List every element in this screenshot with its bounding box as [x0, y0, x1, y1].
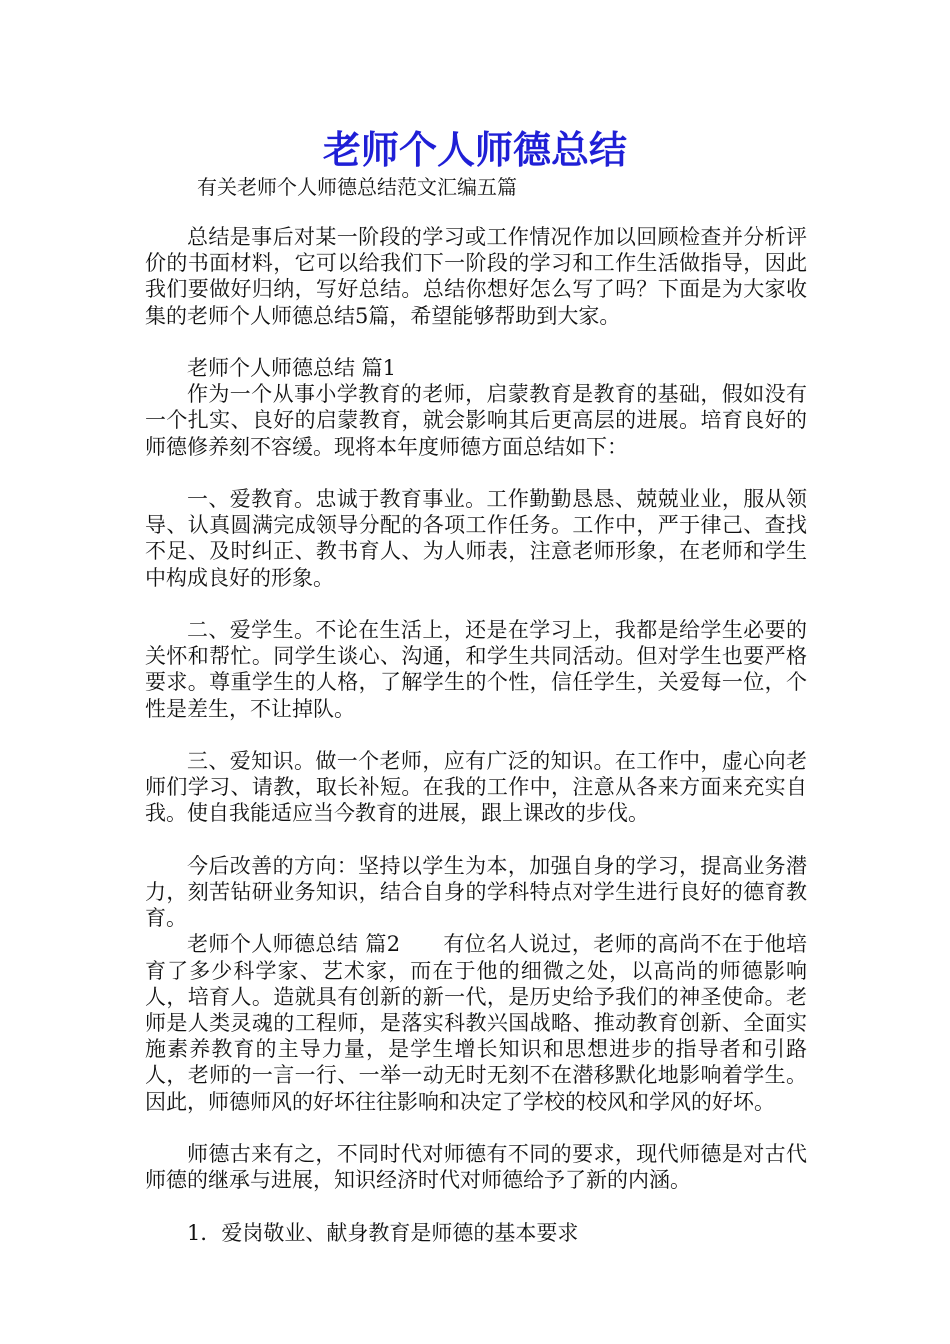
paragraph-gap: [145, 827, 807, 853]
document-title: 老师个人师德总结: [322, 127, 627, 172]
paragraph-section-2: 老师个人师德总结 篇2 有位名人说过，老师的高尚不在于他培育了多少科学家、艺术家，而在于他的细微之处，以高尚的师德影响人，培育人。造就具有创新的新一代，是历史给予我们的神圣使命。老师是人类灵魂的工程师，是落实科教兴国战略、推动教育创新、全面实施素养教育的主导力量，是学生增长知识和思想进步的指导者和引路人，老师的一言一行、一举一动无时无刻不在潜移默化地影响着学生。因此，师德师风的好坏往往影响和决定了学校的校风和学风的好坏。: [145, 932, 807, 1114]
numbered-item-1: 1．爱岗敬业、献身教育是师德的基本要求: [187, 1220, 579, 1245]
document-body: [145, 224, 807, 1246]
paragraph-gap: [145, 329, 807, 355]
section-heading-1: 老师个人师德总结 篇1: [187, 356, 397, 380]
paragraph-ethics-history: 师德古来有之，不同时代对师德有不同的要求，现代师德是对古代师德的继承与进展，知识经济时代对师德给予了新的内涵。: [145, 1142, 807, 1193]
paragraph-love-education: 一、爱教育。忠诚于教育事业。工作勤勤恳恳、兢兢业业，服从领导、认真圆满完成领导分配的各项工作任务。工作中，严于律己、查找不足、及时纠正、教书育人、为人师表，注意老师形象，在老师和学生中构成良好的形象。: [145, 487, 807, 590]
intro-paragraph: 总结是事后对某一阶段的学习或工作情况作加以回顾检查并分析评价的书面材料，它可以给我们下一阶段的学习和工作生活做指导，因此我们要做好归纳，写好总结。总结你想好怎么写了吗？下面是为大家收集的老师个人师德总结5篇，希望能够帮助到大家。: [145, 225, 807, 328]
paragraph-gap: [145, 1115, 807, 1141]
paragraph-gap: [145, 460, 807, 486]
paragraph-love-knowledge: 三、爱知识。做一个老师，应有广泛的知识。在工作中，虚心向老师们学习、请教，取长补短。在我的工作中，注意从各来方面来充实自我。使自我能适应当今教育的进展，跟上课改的步伐。: [145, 749, 807, 826]
paragraph-gap: [145, 591, 807, 617]
paragraph-1: 作为一个从事小学教育的老师，启蒙教育是教育的基础，假如没有一个扎实、良好的启蒙教育，就会影响其后更高层的进展。培育良好的师德修养刻不容缓。现将本年度师德方面总结如下：: [145, 382, 807, 459]
paragraph-improvement: 今后改善的方向：坚持以学生为本，加强自身的学习，提高业务潜力，刻苦钻研业务知识，结合自身的学科特点对学生进行良好的德育教育。: [145, 853, 807, 931]
document-subtitle: 有关老师个人师德总结范文汇编五篇: [197, 175, 517, 199]
paragraph-love-students: 二、爱学生。不论在生活上，还是在学习上，我都是给学生必要的关怀和帮忙。同学生谈心、沟通，和学生共同活动。但对学生也要严格要求。尊重学生的人格，了解学生的个性，信任学生，关爱每一位，个性是差生，不让掉队。: [145, 618, 807, 721]
paragraph-gap: [145, 722, 807, 748]
paragraph-gap: [145, 1193, 807, 1219]
